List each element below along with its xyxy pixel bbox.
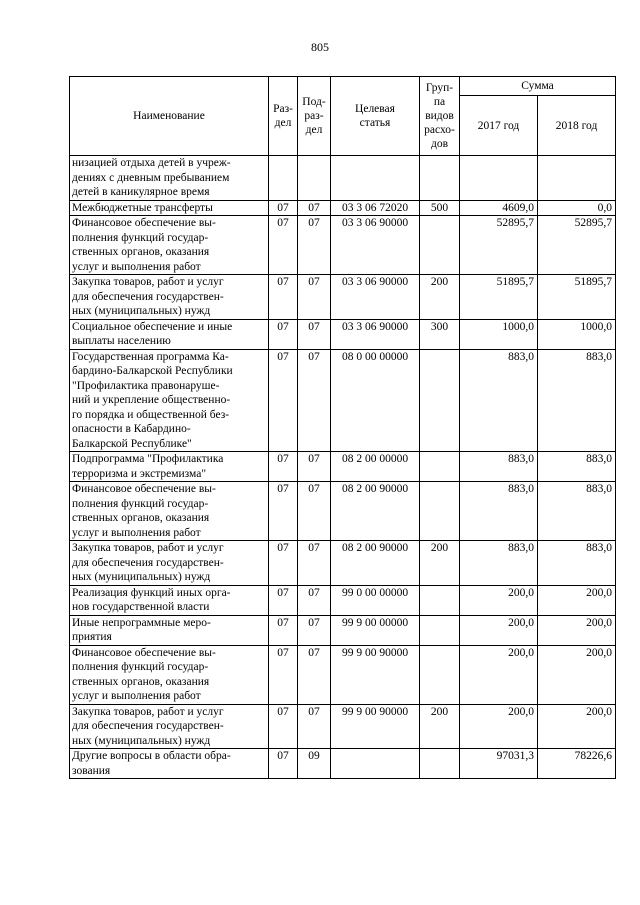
row-section [269,319,298,349]
header-target: Целевая статья [331,77,420,156]
row-section-text: 07 [277,350,289,363]
row-subsection-text: 07 [308,705,320,718]
row-sum-2018-text: 51895,7 [574,276,613,288]
row-target-text: 03 3 06 90000 [341,320,409,333]
row-section [269,541,298,586]
header-sum: Сумма [460,77,616,96]
row-sum-2018-text: 200,0 [586,586,613,599]
row-subsection [298,349,331,452]
row-name [70,645,269,704]
row-group [420,541,460,586]
row-sum-2017 [460,645,538,704]
table-row [70,275,616,320]
row-group [420,156,460,201]
row-sum-2017 [460,482,538,541]
table-row [70,704,616,749]
row-section-text: 07 [277,483,289,495]
row-sum-2017-text: 1000,0 [502,320,534,333]
row-target-text: 03 3 06 72020 [341,201,409,214]
row-name-text: Реализация функций иных орга- нов государственной власти [72,586,231,613]
row-target [331,482,420,541]
row-sum-2017-text: 200,0 [508,646,534,659]
row-name-text: Закупка товаров, работ и услуг для обеспечения государствен- ных (муниципальных) нужд [72,542,224,583]
row-section [269,452,298,482]
table-header [70,77,616,156]
row-group [420,749,460,779]
table-row [70,156,616,201]
header-subsection: Под- раз- дел [298,77,331,156]
row-group [420,452,460,482]
row-section-text: 07 [277,750,289,762]
row-target [331,200,420,216]
row-sum-2017-text: 200,0 [508,586,534,599]
row-target [331,319,420,349]
row-target-text: 08 2 00 90000 [341,542,409,554]
row-sum-2018 [538,615,616,645]
row-subsection [298,275,331,320]
row-subsection-text: 07 [308,320,320,333]
row-group [420,704,460,749]
row-name [70,585,269,615]
row-name-text: Другие вопросы в области обра- зования [72,750,231,777]
table-body [70,156,616,779]
row-target [331,749,420,779]
row-subsection-text: 07 [308,586,320,599]
row-subsection-text: 07 [308,453,320,465]
row-group-text: 500 [430,201,449,214]
header-name: Наименование [70,77,269,156]
row-name-text: низацией отдыха детей в учреж- дениях с дневным пребыванием детей в каникулярное время [72,157,231,198]
row-section [269,200,298,216]
row-section [269,749,298,779]
row-sum-2018 [538,275,616,320]
row-sum-2017 [460,585,538,615]
row-sum-2017 [460,452,538,482]
row-group [420,482,460,541]
row-sum-2017-text: 52895,7 [496,217,534,229]
row-sum-2018 [538,541,616,586]
row-target [331,275,420,320]
row-target-text: 08 0 00 00000 [341,350,409,363]
row-name [70,200,269,216]
row-sum-2017 [460,216,538,275]
row-subsection [298,749,331,779]
row-target-text: 99 9 00 90000 [341,705,409,718]
row-group-text: 300 [430,320,449,333]
header-group: Груп- па видов расхо- дов [420,77,460,156]
row-name-text: Подпрограмма "Профилактика терроризма и экстремизма" [72,453,224,480]
row-section [269,275,298,320]
row-subsection-text: 07 [308,483,320,495]
row-name [70,749,269,779]
row-target [331,156,420,201]
row-sum-2018 [538,349,616,452]
row-sum-2017-text: 4609,0 [502,201,534,214]
row-name [70,541,269,586]
row-sum-2017-text: 883,0 [508,350,534,363]
row-subsection-text: 07 [308,217,320,229]
row-name [70,319,269,349]
row-subsection-text: 07 [308,201,320,214]
row-subsection [298,585,331,615]
row-section [269,216,298,275]
row-sum-2018-text: 78226,6 [574,750,613,762]
row-section-text: 07 [277,320,289,333]
table-row [70,482,616,541]
row-sum-2018 [538,200,616,216]
table-row [70,541,616,586]
row-name-text: Закупка товаров, работ и услуг для обеспечения государствен- ных (муниципальных) нужд [72,276,224,317]
row-sum-2017-text: 883,0 [508,483,534,495]
row-name-text: Межбюджетные трансферты [72,201,213,214]
row-group [420,585,460,615]
table-row [70,749,616,779]
row-target [331,349,420,452]
table-row [70,452,616,482]
row-target-text: 03 3 06 90000 [341,217,409,229]
table-row [70,585,616,615]
row-name-text: Финансовое обеспечение вы- полнения функций государ- ственных органов, оказания услуг и выполнения работ [72,646,216,702]
row-sum-2017 [460,704,538,749]
row-sum-2018-text: 883,0 [586,453,613,465]
row-sum-2018 [538,585,616,615]
row-name-text: Иные непрограммные меро- приятия [72,616,211,643]
row-group [420,615,460,645]
row-sum-2018-text: 883,0 [586,483,613,495]
row-target [331,645,420,704]
row-sum-2017-text: 883,0 [508,453,534,465]
row-sum-2018 [538,452,616,482]
row-sum-2017 [460,275,538,320]
row-subsection [298,615,331,645]
row-sum-2017-text: 200,0 [508,616,534,629]
row-group-text: 200 [430,542,449,554]
table-row [70,615,616,645]
row-target [331,452,420,482]
row-sum-2018 [538,156,616,201]
row-name [70,482,269,541]
row-group [420,275,460,320]
row-sum-2018-text: 883,0 [586,350,613,363]
page-number: 805 [311,40,329,54]
row-group [420,200,460,216]
row-subsection [298,704,331,749]
row-subsection-text: 07 [308,616,320,629]
row-subsection [298,541,331,586]
row-subsection [298,482,331,541]
row-section [269,482,298,541]
row-name [70,216,269,275]
row-subsection-text: 07 [308,350,320,363]
row-section-text: 07 [277,586,289,599]
header-year-2018: 2018 год [538,96,616,156]
row-group-text: 200 [430,705,449,718]
row-sum-2017 [460,156,538,201]
row-name [70,275,269,320]
row-subsection-text: 09 [308,750,320,762]
row-target [331,216,420,275]
row-section [269,615,298,645]
row-sum-2018 [538,216,616,275]
row-sum-2018-text: 200,0 [586,705,613,718]
row-subsection [298,216,331,275]
row-subsection-text: 07 [308,542,320,554]
table-row [70,200,616,216]
row-section-text: 07 [277,201,289,214]
row-section-text: 07 [277,616,289,629]
row-name [70,156,269,201]
row-section [269,704,298,749]
row-sum-2018-text: 0,0 [597,201,613,214]
row-target-text: 99 0 00 00000 [341,586,409,599]
row-section [269,645,298,704]
row-sum-2018-text: 1000,0 [580,320,613,333]
row-section-text: 07 [277,276,289,288]
header-year-2017: 2017 год [460,96,538,156]
row-name-text: Государственная программа Ка- бардино-Балкарской Республики "Профилактика правонаруше- ний и укрепление общественно- го порядка и общественной без- опасности в Кабардино- Балкарской Республике" [72,350,233,450]
row-section [269,156,298,201]
row-name-text: Финансовое обеспечение вы- полнения функций государ- ственных органов, оказания услуг и выполнения работ [72,217,216,273]
row-sum-2018 [538,319,616,349]
row-sum-2017-text: 200,0 [508,705,534,718]
row-section-text: 07 [277,217,289,229]
row-sum-2018-text: 200,0 [586,646,613,659]
row-sum-2018-text: 200,0 [586,616,613,629]
row-section-text: 07 [277,542,289,554]
row-section-text: 07 [277,453,289,465]
budget-table [69,76,616,779]
row-sum-2018-text: 883,0 [586,542,613,554]
row-sum-2017 [460,749,538,779]
table-row [70,319,616,349]
row-group [420,645,460,704]
row-target-text: 08 2 00 00000 [341,453,409,465]
row-name [70,615,269,645]
row-sum-2017 [460,319,538,349]
row-section [269,349,298,452]
row-target-text: 03 3 06 90000 [341,276,409,288]
row-name-text: Финансовое обеспечение вы- полнения функций государ- ственных органов, оказания услуг и выполнения работ [72,483,216,539]
row-sum-2018 [538,482,616,541]
row-section-text: 07 [277,705,289,718]
row-sum-2017 [460,349,538,452]
row-target-text: 99 9 00 00000 [341,616,409,629]
table-row [70,349,616,452]
row-subsection-text: 07 [308,646,320,659]
header-section: Раз- дел [269,77,298,156]
row-sum-2018 [538,749,616,779]
row-subsection [298,319,331,349]
row-subsection [298,156,331,201]
row-name [70,452,269,482]
table-row [70,645,616,704]
row-sum-2017-text: 51895,7 [496,276,534,288]
row-sum-2017 [460,200,538,216]
row-group [420,216,460,275]
row-target [331,541,420,586]
row-target-text: 99 9 00 90000 [341,646,409,659]
row-sum-2018-text: 52895,7 [574,217,613,229]
row-section-text: 07 [277,646,289,659]
row-group-text: 200 [430,276,449,288]
row-subsection-text: 07 [308,276,320,288]
row-subsection [298,452,331,482]
row-sum-2017-text: 97031,3 [496,750,534,762]
row-name-text: Социальное обеспечение и иные выплаты населению [72,320,233,347]
row-target [331,615,420,645]
table-row [70,216,616,275]
row-name-text: Закупка товаров, работ и услуг для обеспечения государствен- ных (муниципальных) нужд [72,705,224,747]
row-subsection [298,645,331,704]
row-sum-2017-text: 883,0 [508,542,534,554]
row-section [269,585,298,615]
row-name [70,704,269,749]
row-sum-2017 [460,541,538,586]
row-subsection [298,200,331,216]
row-target [331,585,420,615]
row-sum-2018 [538,704,616,749]
row-sum-2018 [538,645,616,704]
row-target [331,704,420,749]
row-group [420,319,460,349]
row-group [420,349,460,452]
row-sum-2017 [460,615,538,645]
row-name [70,349,269,452]
row-target-text: 08 2 00 90000 [341,483,409,495]
